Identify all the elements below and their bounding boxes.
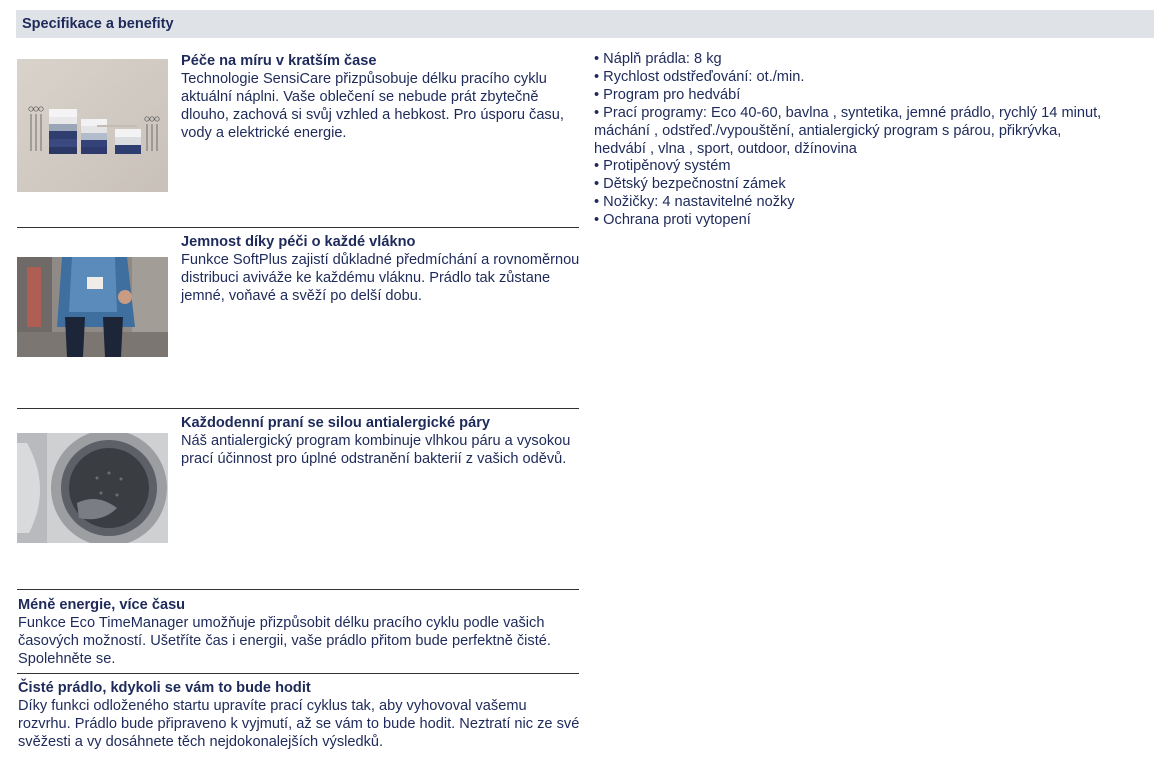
spec-item: • Rychlost odstřeďování: ot./min. (594, 69, 1114, 87)
feature-steam (181, 414, 581, 468)
feature-title: Jemnost díky péči o každé vlákno (181, 234, 416, 250)
feature-text: Náš antialergický program kombinuje vlhkou páru a vysokou prací účinnost pro úplné odstranění bakterií z vašich oděvů. (181, 433, 571, 467)
feature-text: Technologie SensiCare přizpůsobuje délku pracího cyklu aktuální náplni. Vaše oblečení se nebude prát zbytečně dlouho, zachová si svůj vzhled a hebkost. Pro úsporu času, vody a elektrické energie. (181, 71, 564, 141)
feature-sensicare (181, 52, 581, 142)
spec-item: • Protipěnový systém (594, 158, 1114, 176)
section-header: Specifikace a benefity (16, 10, 1154, 38)
divider (17, 227, 579, 228)
feature-timemanager (18, 596, 580, 668)
feature-title: Péče na míru v kratším čase (181, 53, 377, 69)
spec-item: • Náplň prádla: 8 kg (594, 51, 1114, 69)
divider (17, 408, 579, 409)
feature-text: Funkce Eco TimeManager umožňuje přizpůsobit délku pracího cyklu podle vašich časových možností. Ušetříte čas i energii, vaše prádlo přitom bude perfektně čisté. Spolehněte se. (18, 615, 551, 667)
spec-item: • Ochrana proti vytopení (594, 212, 1114, 230)
feature-title: Každodenní praní se silou antialergické páry (181, 415, 490, 431)
feature-title: Čisté prádlo, kdykoli se vám to bude hodit (18, 680, 311, 696)
feature-text: Díky funkci odloženého startu upravíte prací cyklus tak, aby vyhovoval vašemu rozvrhu. Prádlo bude připraveno k vyjmutí, až se vám to bude hodit. Neztratí nic ze své svěžesti a vy dosáhnete těch nejdokonalejších výsledků. (18, 698, 580, 750)
spec-item: • Nožičky: 4 nastavitelné nožky (594, 194, 1114, 212)
divider (17, 673, 579, 674)
spec-item: • Dětský bezpečnostní zámek (594, 176, 1114, 194)
washing-drum-image (17, 433, 168, 543)
feature-delay-start (18, 679, 580, 751)
folded-clothes-image (17, 59, 168, 192)
spec-list (594, 51, 1114, 230)
feature-title: Méně energie, více času (18, 597, 186, 613)
spec-item: • Prací programy: Eco 40-60, bavlna , syntetika, jemné prádlo, rychlý 14 minut, máchání , odstřeď./vypouštění, antialergický program s párou, přikrývka, hedvábí , vlna , sport, outdoor, džínovina (594, 105, 1114, 159)
feature-softplus (181, 233, 581, 305)
denim-jacket-image (17, 257, 168, 357)
feature-text: Funkce SoftPlus zajistí důkladné předmíchání a rovnoměrnou distribuci aviváže ke každému vláknu. Prádlo tak zůstane jemné, voňavé a svěží po delší dobu. (181, 252, 580, 304)
divider (17, 589, 579, 590)
spec-item: • Program pro hedvábí (594, 87, 1114, 105)
